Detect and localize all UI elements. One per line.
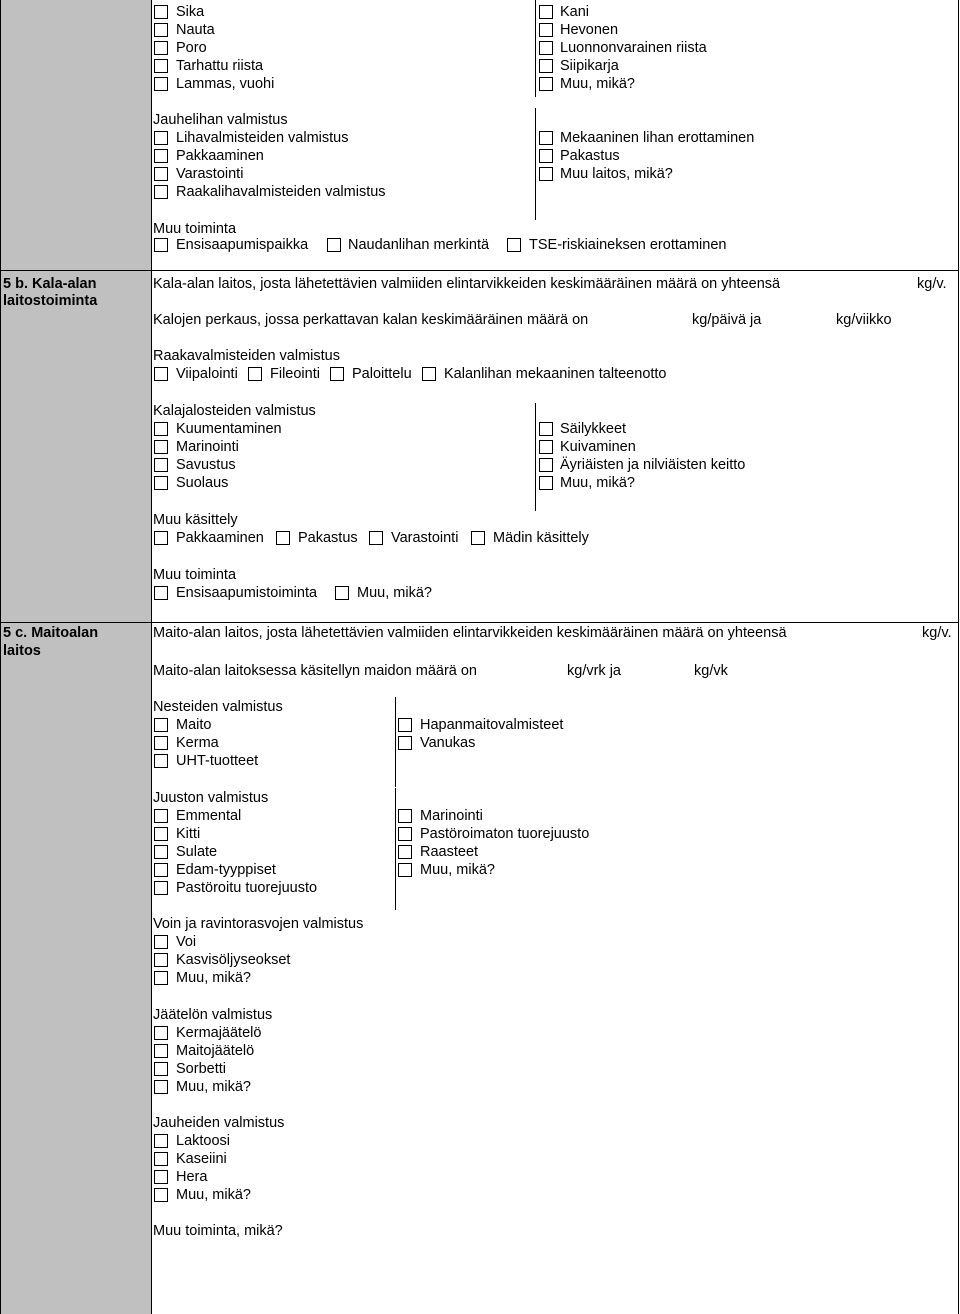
checkbox[interactable]: [154, 131, 168, 145]
option-label: Ensisaapumistoiminta: [176, 585, 318, 601]
option-label: Äyriäisten ja nilviäisten keitto: [560, 457, 746, 473]
checkbox[interactable]: [154, 59, 168, 73]
checkbox[interactable]: [154, 863, 168, 877]
option-label: Kuumentaminen: [176, 421, 282, 437]
sec-c-intro-text: Maito-alan laitos, josta lähetettävien valmiiden elintarvikkeiden keskimääräinen määrä on yhteensä: [153, 625, 787, 641]
checkbox[interactable]: [539, 5, 553, 19]
checkbox[interactable]: [154, 458, 168, 472]
option-label: Viipalointi: [176, 366, 238, 382]
checkbox[interactable]: [154, 718, 168, 732]
divider-sec-b-products: [535, 403, 536, 511]
checkbox[interactable]: [539, 458, 553, 472]
checkbox[interactable]: [335, 586, 349, 600]
option-label: Muu, mikä?: [560, 475, 635, 491]
option-label: Kasvisöljyseokset: [176, 952, 291, 968]
option-label: Sika: [176, 4, 205, 20]
checkbox[interactable]: [276, 531, 290, 545]
checkbox[interactable]: [154, 5, 168, 19]
option-label: Pakkaaminen: [176, 148, 264, 164]
group-heading: Juuston valmistus: [153, 790, 269, 806]
group-heading: Muu käsittely: [153, 512, 238, 528]
option-label: Laktoosi: [176, 1133, 231, 1149]
option-label: TSE-riskiaineksen erottaminen: [529, 237, 727, 253]
option-label: Varastointi: [391, 530, 459, 546]
option-label: Marinointi: [420, 808, 483, 824]
option-label: Raasteet: [420, 844, 479, 860]
checkbox[interactable]: [154, 845, 168, 859]
checkbox[interactable]: [154, 422, 168, 436]
option-label: Vanukas: [420, 735, 476, 751]
option-label: Muu, mikä?: [357, 585, 432, 601]
checkbox[interactable]: [154, 586, 168, 600]
option-label: Lihavalmisteiden valmistus: [176, 130, 349, 146]
divider-sec-a-processing: [535, 108, 536, 220]
option-label: Muu, mikä?: [420, 862, 495, 878]
sec-b-unit-week: kg/viikko: [836, 312, 892, 328]
option-label: Sorbetti: [176, 1061, 226, 1077]
checkbox[interactable]: [154, 185, 168, 199]
option-label: Muu, mikä?: [176, 970, 251, 986]
checkbox[interactable]: [154, 1062, 168, 1076]
checkbox[interactable]: [154, 367, 168, 381]
option-label: Siipikarja: [560, 58, 619, 74]
option-label: Maitojäätelö: [176, 1043, 255, 1059]
checkbox[interactable]: [154, 1134, 168, 1148]
option-label: Tarhattu riista: [176, 58, 264, 74]
group-heading: Nesteiden valmistus: [153, 699, 283, 715]
checkbox[interactable]: [507, 238, 521, 252]
checkbox[interactable]: [154, 935, 168, 949]
option-label: Marinointi: [176, 439, 239, 455]
checkbox[interactable]: [398, 827, 412, 841]
option-label: Säilykkeet: [560, 421, 627, 437]
group-heading: Jauheiden valmistus: [153, 1115, 285, 1131]
divider-sec-a-top: [535, 0, 536, 97]
checkbox[interactable]: [154, 41, 168, 55]
row-divider-5c: [0, 622, 959, 623]
option-label: Suolaus: [176, 475, 229, 491]
option-label: Muu, mikä?: [560, 76, 635, 92]
option-label: Pastöroimaton tuorejuusto: [420, 826, 590, 842]
sec-c-milk-text: Maito-alan laitoksessa käsitellyn maidon määrä on: [153, 663, 477, 679]
table-border-sidebar: [151, 0, 152, 1314]
option-label: Emmental: [176, 808, 242, 824]
option-label: Mekaaninen lihan erottaminen: [560, 130, 755, 146]
option-label: Maito: [176, 717, 212, 733]
checkbox[interactable]: [154, 754, 168, 768]
option-label: Muu, mikä?: [176, 1187, 251, 1203]
sec-c-intro-unit: kg/v.: [922, 625, 952, 641]
table-border-left: [0, 0, 1, 1314]
checkbox[interactable]: [154, 953, 168, 967]
checkbox[interactable]: [154, 167, 168, 181]
checkbox[interactable]: [154, 149, 168, 163]
option-label: Kerma: [176, 735, 219, 751]
option-label: UHT-tuotteet: [176, 753, 259, 769]
checkbox[interactable]: [154, 1188, 168, 1202]
checkbox[interactable]: [154, 531, 168, 545]
checkbox[interactable]: [154, 971, 168, 985]
option-label: Voi: [176, 934, 197, 950]
option-label: Nauta: [176, 22, 215, 38]
checkbox[interactable]: [154, 1170, 168, 1184]
checkbox[interactable]: [398, 718, 412, 732]
table-border-right: [958, 0, 959, 1314]
option-label: Poro: [176, 40, 207, 56]
checkbox[interactable]: [154, 1026, 168, 1040]
checkbox[interactable]: [154, 476, 168, 490]
checkbox[interactable]: [154, 77, 168, 91]
checkbox[interactable]: [248, 367, 262, 381]
group-heading: Muu toiminta: [153, 567, 237, 583]
option-label: Muu laitos, mikä?: [560, 166, 673, 182]
checkbox[interactable]: [327, 238, 341, 252]
checkbox[interactable]: [154, 827, 168, 841]
checkbox[interactable]: [330, 367, 344, 381]
option-label: Luonnonvarainen riista: [560, 40, 707, 56]
option-label: Kalanlihan mekaaninen talteenotto: [444, 366, 667, 382]
sec-c-unit-day: kg/vrk ja: [567, 663, 621, 679]
checkbox[interactable]: [154, 440, 168, 454]
checkbox[interactable]: [154, 881, 168, 895]
sec-b-gutting-text: Kalojen perkaus, jossa perkattavan kalan keskimääräinen määrä on: [153, 312, 589, 328]
checkbox[interactable]: [539, 422, 553, 436]
section-label-5b-line1: 5 b. Kala-alan: [3, 276, 97, 292]
option-label: Kitti: [176, 826, 201, 842]
option-label: Kaseiini: [176, 1151, 227, 1167]
section-label-5c-line2: laitos: [3, 643, 41, 659]
option-label: Hapanmaitovalmisteet: [420, 717, 564, 733]
option-label: Sulate: [176, 844, 218, 860]
checkbox[interactable]: [369, 531, 383, 545]
option-label: Kuivaminen: [560, 439, 636, 455]
group-heading: Kalajalosteiden valmistus: [153, 403, 316, 419]
checkbox[interactable]: [539, 41, 553, 55]
option-label: Hevonen: [560, 22, 619, 38]
checkbox[interactable]: [539, 77, 553, 91]
checkbox[interactable]: [398, 863, 412, 877]
option-label: Varastointi: [176, 166, 244, 182]
checkbox[interactable]: [398, 809, 412, 823]
checkbox[interactable]: [539, 149, 553, 163]
checkbox[interactable]: [539, 167, 553, 181]
checkbox[interactable]: [422, 367, 436, 381]
group-heading: Muu toiminta: [153, 221, 237, 237]
option-label: Naudanlihan merkintä: [348, 237, 490, 253]
option-label: Lammas, vuohi: [176, 76, 275, 92]
checkbox[interactable]: [398, 845, 412, 859]
divider-sec-c-cheese: [395, 788, 396, 910]
group-heading: Raakavalmisteiden valmistus: [153, 348, 340, 364]
checkbox[interactable]: [154, 1044, 168, 1058]
checkbox[interactable]: [539, 440, 553, 454]
checkbox[interactable]: [539, 59, 553, 73]
option-label: Kani: [560, 4, 590, 20]
option-label: Savustus: [176, 457, 236, 473]
checkbox[interactable]: [154, 1152, 168, 1166]
group-heading: Jäätelön valmistus: [153, 1007, 273, 1023]
sec-b-unit-day: kg/päivä ja: [692, 312, 762, 328]
row-divider-5b: [0, 270, 959, 271]
sec-b-intro-unit: kg/v.: [917, 276, 947, 292]
option-label: Pakkaaminen: [176, 530, 264, 546]
section-label-5b-line2: laitostoiminta: [3, 293, 98, 309]
option-label: Mädin käsittely: [493, 530, 589, 546]
option-label: Fileointi: [270, 366, 320, 382]
checkbox[interactable]: [539, 23, 553, 37]
option-label: Raakalihavalmisteiden valmistus: [176, 184, 386, 200]
sec-c-other-text: Muu toiminta, mikä?: [153, 1223, 283, 1239]
option-label: Pastöroitu tuorejuusto: [176, 880, 318, 896]
sec-c-unit-week: kg/vk: [694, 663, 728, 679]
sec-b-intro-text: Kala-alan laitos, josta lähetettävien valmiiden elintarvikkeiden keskimääräinen määrä on yhteensä: [153, 276, 781, 292]
group-heading: Voin ja ravintorasvojen valmistus: [153, 916, 364, 932]
option-label: Pakastus: [298, 530, 358, 546]
checkbox[interactable]: [154, 238, 168, 252]
section-label-5c-line1: 5 c. Maitoalan: [3, 625, 99, 641]
option-label: Muu, mikä?: [176, 1079, 251, 1095]
option-label: Edam-tyyppiset: [176, 862, 276, 878]
checkbox[interactable]: [539, 476, 553, 490]
checkbox[interactable]: [154, 23, 168, 37]
option-label: Hera: [176, 1169, 208, 1185]
checkbox[interactable]: [154, 736, 168, 750]
checkbox[interactable]: [154, 1080, 168, 1094]
option-label: Kermajäätelö: [176, 1025, 262, 1041]
group-heading: Jauhelihan valmistus: [153, 112, 288, 128]
option-label: Paloittelu: [352, 366, 412, 382]
option-label: Pakastus: [560, 148, 620, 164]
option-label: Ensisaapumispaikka: [176, 237, 309, 253]
checkbox[interactable]: [539, 131, 553, 145]
divider-sec-c-liquid: [395, 697, 396, 787]
checkbox[interactable]: [154, 809, 168, 823]
checkbox[interactable]: [471, 531, 485, 545]
checkbox[interactable]: [398, 736, 412, 750]
